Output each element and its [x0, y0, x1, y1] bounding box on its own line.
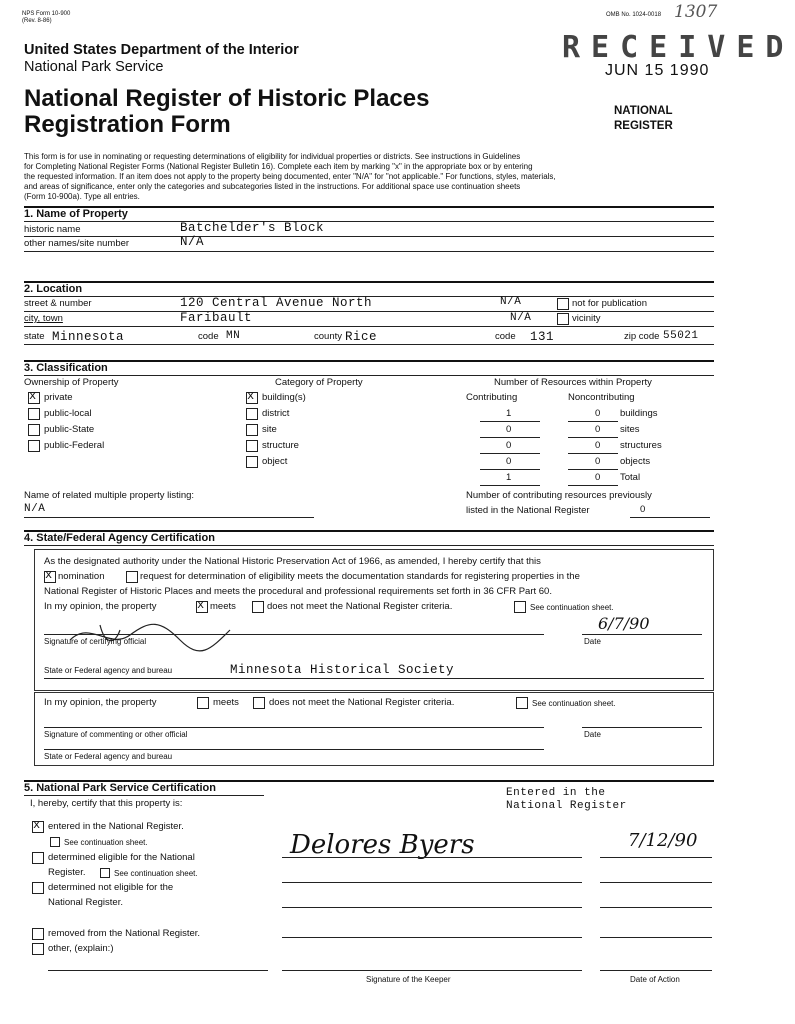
zip-label: zip code — [624, 331, 660, 342]
determined-not-eligible-checkbox[interactable] — [32, 882, 44, 894]
meets2-label: meets — [213, 697, 239, 708]
ownership-private-label: private — [44, 392, 73, 403]
ownership-public-local-label: public-local — [44, 408, 92, 419]
category-heading: Category of Property — [275, 377, 363, 388]
entered-stamp-line1: Entered in the — [506, 787, 606, 799]
county-label: county — [314, 331, 342, 342]
previously-listed-line1: Number of contributing resources previously — [466, 490, 652, 501]
state-code-label: code — [198, 331, 219, 342]
city-value[interactable]: Faribault — [180, 311, 253, 325]
certifying-date-label: Date — [584, 637, 601, 646]
keeper-signature-label: Signature of the Keeper — [366, 975, 451, 984]
nomination-checkbox[interactable]: x — [44, 571, 56, 583]
determined-eligible-line1: determined eligible for the National — [48, 852, 195, 863]
does-not-meet2-label: does not meet the National Register criteria. — [269, 697, 455, 708]
meets2-checkbox[interactable] — [197, 697, 209, 709]
category-building-label: building(s) — [262, 392, 306, 403]
other-checkbox[interactable] — [32, 943, 44, 955]
ownership-public-federal-label: public-Federal — [44, 440, 105, 451]
county-value[interactable]: Rice — [345, 330, 378, 344]
entered-stamp-line2: National Register — [506, 800, 627, 812]
certifying-signature — [60, 610, 240, 660]
historic-name-label: historic name — [24, 224, 81, 235]
determined-eligible-checkbox[interactable] — [32, 852, 44, 864]
omb-number: OMB No. 1024-0018 — [606, 12, 662, 18]
category-structure-checkbox[interactable] — [246, 440, 258, 452]
received-stamp: RECEIVED — [562, 30, 795, 65]
state-code-value[interactable]: MN — [226, 330, 241, 342]
other-names-value[interactable]: N/A — [180, 235, 205, 249]
form-number: NPS Form 10-900 — [22, 11, 71, 17]
category-object-checkbox[interactable] — [246, 456, 258, 468]
not-for-publication-label: not for publication — [572, 298, 647, 309]
commenting-date-label: Date — [584, 730, 601, 739]
county-code-value[interactable]: 131 — [530, 330, 555, 344]
request-checkbox[interactable] — [126, 571, 138, 583]
section1-heading: 1. Name of Property — [24, 208, 128, 220]
category-site-checkbox[interactable] — [246, 424, 258, 436]
street-label: street & number — [24, 298, 92, 309]
nomination-label: nomination — [58, 571, 105, 582]
department-name: United States Department of the Interior — [24, 42, 299, 58]
not-for-publication-checkbox[interactable] — [557, 298, 569, 310]
entered-label: entered in the National Register. — [48, 821, 184, 832]
section3-heading: 3. Classification — [24, 362, 108, 374]
determined-eligible-line2: Register. — [48, 867, 86, 878]
determined-not-eligible-line2: National Register. — [48, 897, 123, 908]
removed-label: removed from the National Register. — [48, 928, 201, 939]
does-not-meet2-checkbox[interactable] — [253, 697, 265, 709]
continuation-sheet2-label: See continuation sheet. — [532, 699, 616, 708]
continuation-sheet2-checkbox[interactable] — [516, 697, 528, 709]
intro-line-4: and areas of significance, enter only the categories and subcategories listed in the instructions. For additional space use continuation sheets — [24, 182, 521, 191]
intro-line-1: This form is for use in nominating or requesting determinations of eligibility for individual properties or districts. See instructions in Guidelines — [24, 152, 521, 161]
opinion2-label: In my opinion, the property — [44, 697, 157, 708]
register-stamp-line1: NATIONAL — [614, 105, 673, 117]
form-revision: (Rev. 8-86) — [22, 18, 52, 24]
category-site-label: site — [262, 424, 277, 435]
category-structure-label: structure — [262, 440, 299, 451]
commenting-signature-label: Signature of commenting or other official — [44, 730, 188, 739]
keeper-signature: Delores Byers — [290, 830, 475, 860]
does-not-meet-checkbox[interactable] — [252, 601, 264, 613]
continuation-sheet-label: See continuation sheet. — [530, 603, 614, 612]
date-of-action-label: Date of Action — [630, 975, 680, 984]
request-label: request for determination of eligibility meets the documentation standards for registering properties in the — [140, 571, 580, 582]
action-date-value[interactable]: 7/12/90 — [628, 830, 698, 851]
zip-value[interactable]: 55021 — [663, 330, 699, 342]
agency2-label: State or Federal agency and bureau — [44, 752, 173, 761]
historic-name-value[interactable]: Batchelder's Block — [180, 221, 325, 235]
section4-heading: 4. State/Federal Agency Certification — [24, 532, 215, 544]
category-district-label: district — [262, 408, 290, 419]
does-not-meet-label: does not meet the National Register criteria. — [267, 601, 453, 612]
form-title-line1: National Register of Historic Places — [24, 85, 430, 112]
agency-value[interactable]: Minnesota Historical Society — [230, 663, 455, 677]
section5-heading: 5. National Park Service Certification — [24, 782, 216, 794]
vicinity-label: vicinity — [572, 313, 601, 324]
received-date: JUN 15 1990 — [605, 62, 710, 79]
section2-heading: 2. Location — [24, 283, 83, 295]
noncontributing-heading: Noncontributing — [568, 392, 635, 403]
vicinity-checkbox[interactable] — [557, 313, 569, 325]
intro-line-3: the requested information. If an item does not apply to the property being documented, enter "N/A" for "not applicable." For functions, styles, materials, — [24, 172, 556, 181]
eligible-continuation-checkbox[interactable] — [100, 868, 110, 878]
corner-handwritten-note: 1307 — [674, 2, 718, 22]
removed-checkbox[interactable] — [32, 928, 44, 940]
resources-heading: Number of Resources within Property — [494, 377, 652, 388]
cert-paragraph-line1: As the designated authority under the National Historic Preservation Act of 1966, as amended, I hereby certify that this — [44, 556, 541, 567]
ownership-heading: Ownership of Property — [24, 377, 119, 388]
previously-listed-value[interactable]: 0 — [640, 504, 646, 515]
eligible-continuation-label: See continuation sheet. — [114, 869, 198, 878]
opinion-label: In my opinion, the property — [44, 601, 157, 612]
nps-certify-text: I, hereby, certify that this property is: — [30, 798, 183, 809]
street-value[interactable]: 120 Central Avenue North — [180, 296, 373, 310]
previously-listed-line2: listed in the National Register — [466, 505, 590, 516]
category-object-label: object — [262, 456, 288, 467]
ownership-private-checkbox[interactable]: x — [28, 392, 40, 404]
related-listing-label: Name of related multiple property listing: — [24, 490, 195, 501]
continuation-sheet-checkbox[interactable] — [514, 601, 526, 613]
form-title-line2: Registration Form — [24, 111, 231, 138]
state-label: state — [24, 331, 45, 342]
certifying-signature-label: Signature of certifying official — [44, 637, 147, 646]
meets-label: meets — [210, 601, 236, 612]
ownership-public-local-checkbox[interactable] — [28, 408, 40, 420]
entered-continuation-label: See continuation sheet. — [64, 838, 148, 847]
service-name: National Park Service — [24, 59, 164, 75]
other-label: other, (explain:) — [48, 943, 114, 954]
city-label: city, town — [24, 313, 63, 324]
city-na: N/A — [510, 312, 532, 324]
entered-continuation-checkbox[interactable] — [50, 837, 60, 847]
state-value[interactable]: Minnesota — [52, 330, 125, 344]
intro-line-5: (Form 10-900a). Type all entries. — [24, 192, 140, 201]
category-building-checkbox[interactable]: x — [246, 392, 258, 404]
category-district-checkbox[interactable] — [246, 408, 258, 420]
related-listing-value[interactable]: N/A — [24, 503, 46, 515]
entered-checkbox[interactable]: x — [32, 821, 44, 833]
street-na: N/A — [500, 296, 522, 308]
agency-label: State or Federal agency and bureau — [44, 666, 173, 675]
other-names-label: other names/site number — [24, 238, 130, 249]
determined-not-eligible-line1: determined not eligible for the — [48, 882, 174, 893]
ownership-public-state-label: public-State — [44, 424, 95, 435]
ownership-public-state-checkbox[interactable] — [28, 424, 40, 436]
county-code-label: code — [495, 331, 516, 342]
certifying-date-value[interactable]: 6/7/90 — [598, 614, 650, 633]
register-stamp-line2: REGISTER — [614, 120, 673, 132]
intro-line-2: for Completing National Register Forms (National Register Bulletin 16). Complete each item by marking "x" in the appropriate box or by entering — [24, 162, 533, 171]
contributing-heading: Contributing — [466, 392, 518, 403]
meets-checkbox[interactable]: x — [196, 601, 208, 613]
ownership-public-federal-checkbox[interactable] — [28, 440, 40, 452]
cert-paragraph-line3: National Register of Historic Places and meets the procedural and professional requirements set forth in 36 CFR Part 60. — [44, 586, 552, 597]
